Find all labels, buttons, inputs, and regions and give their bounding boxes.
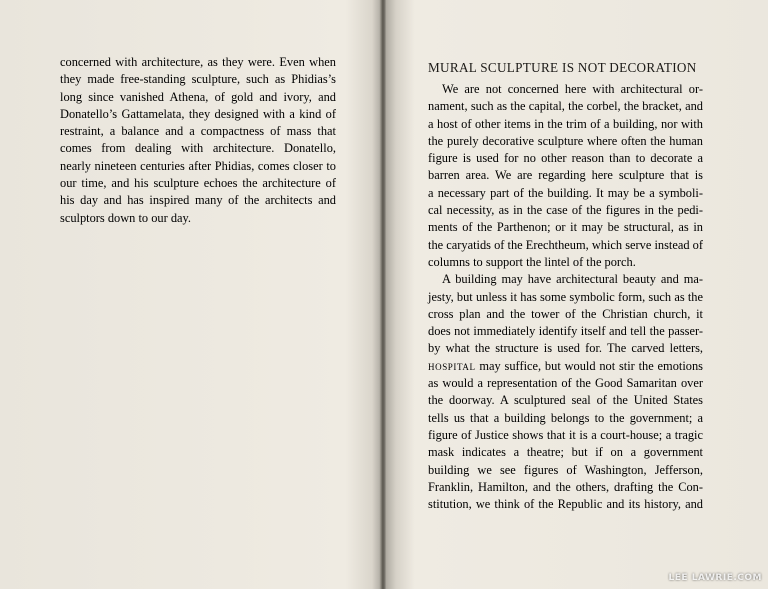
text-line: Donatello’s Gattamelata, they designed with a kind of (60, 106, 336, 121)
text-line: nament, such as the capital, the corbel, the bracket, and (428, 99, 703, 114)
text-line: nearly nineteen centuries after Phidias, comes closer to (60, 158, 336, 173)
text-line: a host of other items in the trim of a building, nor with (428, 116, 703, 131)
text-line: stitution, we think of the Republic and its history, and (428, 497, 703, 512)
text-line-rest: may suffice, but would not stir the emotions (479, 358, 703, 373)
text-line: as would a representation of the Good Samaritan over (428, 376, 703, 391)
text-line: figure of Justice shows that it is a court-house; a tragic (428, 427, 703, 442)
site-watermark: LEE LAWRIE.COM (668, 573, 762, 583)
text-line: the purely decorative sculpture where often the human (428, 133, 703, 148)
text-line: comes from dealing with architecture. Donatello, (60, 141, 336, 156)
text-line: figure is used for no other reason than to decorate a (428, 151, 703, 166)
text-line: concerned with architecture, as they were. Even when (60, 55, 336, 69)
text-line (428, 358, 703, 375)
text-line: jesty, but unless it has some symbolic form, such as the (428, 289, 703, 304)
text-line: ments of the Parthenon; or it may be structural, as in (428, 220, 703, 235)
left-page-text (60, 54, 336, 227)
text-line: a necessary part of the building. It may be a symboli- (428, 185, 703, 200)
section-heading: MURAL SCULPTURE IS NOT DECORATION (428, 60, 697, 75)
text-line: the doorway. A sculptured seal of the United States (428, 393, 703, 408)
right-page-text (428, 81, 703, 513)
book-gutter (372, 0, 396, 589)
text-line: the caryatids of the Erechtheum, which serve instead of (428, 237, 703, 252)
text-line: our time, and his sculpture echoes the architecture of (60, 176, 336, 191)
text-line: barren area. We are regarding here sculpture that is (428, 168, 703, 183)
text-line: We are not concerned here with architectural or- (442, 82, 703, 96)
text-line: columns to support the lintel of the porch. (428, 254, 636, 269)
text-line: tells us that a building belongs to the government; a (428, 410, 703, 425)
text-line: A building may have architectural beauty and ma- (442, 272, 703, 287)
text-line: sculptors down to our day. (60, 210, 192, 225)
text-line: cross plan and the tower of the Christian church, it (428, 306, 703, 321)
text-line: restraint, a balance and a compactness of mass that (60, 124, 336, 139)
text-line: by what the structure is used for. The carved letters, (428, 341, 703, 356)
text-line: Franklin, Hamilton, and the others, drafting the Con- (428, 479, 703, 494)
text-line: cal necessity, as in the case of the figures in the pedi- (428, 203, 703, 218)
text-line: they made free-standing sculpture, such as Phidias’s (60, 72, 336, 87)
small-caps-word: hospital (428, 358, 476, 373)
text-line: building we see figures of Washington, Jefferson, (428, 462, 703, 477)
text-line: does not immediately identify itself and tell the passer- (428, 324, 703, 339)
text-line: mask indicates a theatre; but if on a government (428, 445, 703, 460)
text-line: long since vanished Athena, of gold and ivory, and (60, 89, 336, 104)
text-line: his day and has inspired many of the architects and (60, 193, 336, 208)
